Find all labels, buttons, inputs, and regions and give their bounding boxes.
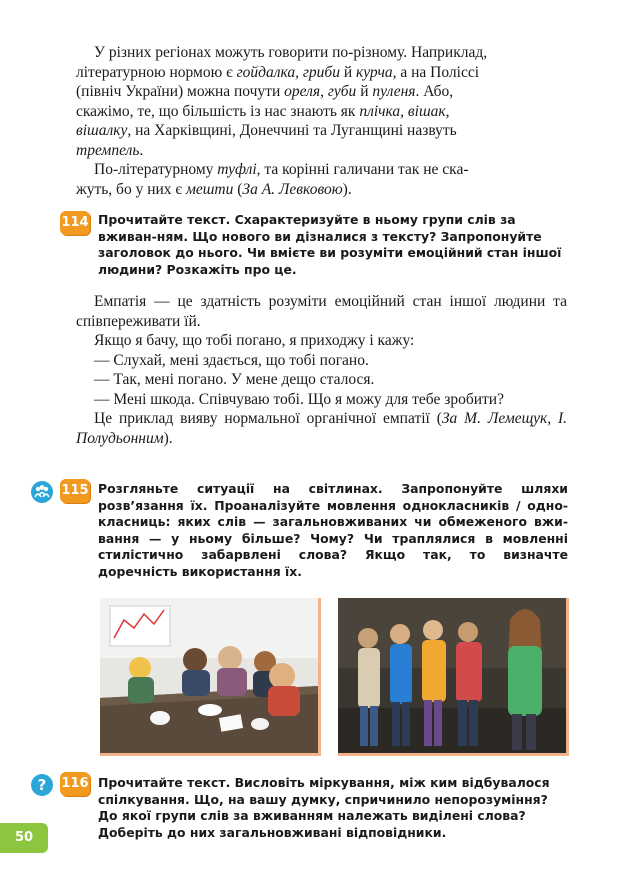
- intro-line: жуть, бо у них є мешти (За А. Левковою).: [76, 180, 352, 198]
- task-114-instructions: Прочитайте текст. Схарактеризуйте в ньому групи слів за вживан-ням. Що нового ви дізналися з тексту? Запропонуйте заголовок до нього. Чи вмієте ви розуміти емоційний стан іншої людини? Розкажіть про це.: [98, 212, 562, 277]
- photo-students-in-corridor: [338, 598, 569, 756]
- intro-line: (північ України) можна почути ореля, губи й пуленя. Або,: [76, 83, 454, 100]
- intro-line: вішалку, на Харківщині, Донеччині та Луганщині назвуть: [76, 122, 457, 139]
- intro-line: По-літературному туфлі, та корінні галичани так не ска-: [94, 161, 469, 178]
- task-number-badge: 116: [60, 772, 90, 796]
- question-icon: ?: [31, 774, 53, 796]
- task-115-instructions: Розгляньте ситуації на світлинах. Запропонуйте шляхи розв’язання їх. Проаналізуйте мовлення однокласників / одно-класниць: яких слів — загальновживаних чи обмеженого вжи-вання — у ньому більше? Чому? Чи траплялися в мовленні стилістично забарвлені слова? Якщо так, то визначте доречність використання їх.: [98, 481, 568, 579]
- intro-line: скажімо, те, що більшість із нас знають як плічка, вішак,: [76, 102, 450, 120]
- text-paragraph: Емпатія — це здатність розуміти емоційний стан іншої людини та співпереживати їй.: [76, 293, 567, 330]
- intro-line: літературною нормою є гойдалка, гриби й курча, а на Поліссі: [76, 63, 480, 81]
- text-paragraph: Якщо я бачу, що тобі погано, я приходжу і кажу:: [94, 332, 415, 349]
- intro-line: тремпель.: [76, 141, 144, 159]
- page-number: 50: [0, 823, 48, 853]
- dialogue-line: — Слухай, мені здається, що тобі погано.: [94, 351, 369, 369]
- group-icon: [31, 481, 53, 503]
- empathy-text: [76, 292, 567, 448]
- dialogue-line: — Так, мені погано. У мене дещо сталося.: [94, 371, 375, 388]
- task-number-badge: 115: [60, 479, 90, 503]
- photo-sad-students-at-table: [100, 598, 321, 756]
- text-paragraph: Це приклад вияву нормальної органічної емпатії (За М. Лемещук, І. Полудьонним).: [76, 410, 567, 447]
- task-number-badge: 114: [60, 211, 90, 235]
- intro-line: У різних регіонах можуть говорити по-різному. Наприклад,: [94, 44, 488, 61]
- dialogue-line: — Мені шкода. Співчуваю тобі. Що я можу для тебе зробити?: [94, 390, 504, 408]
- intro-paragraph: [76, 43, 567, 199]
- task-116-instructions: Прочитайте текст. Висловіть міркування, між ким відбувалося спілкування. Що, на вашу думку, спричинило непорозуміння? До якої групи слів за вживанням належать виділені слова? Доберіть до них загальновживані відповідники.: [98, 775, 550, 840]
